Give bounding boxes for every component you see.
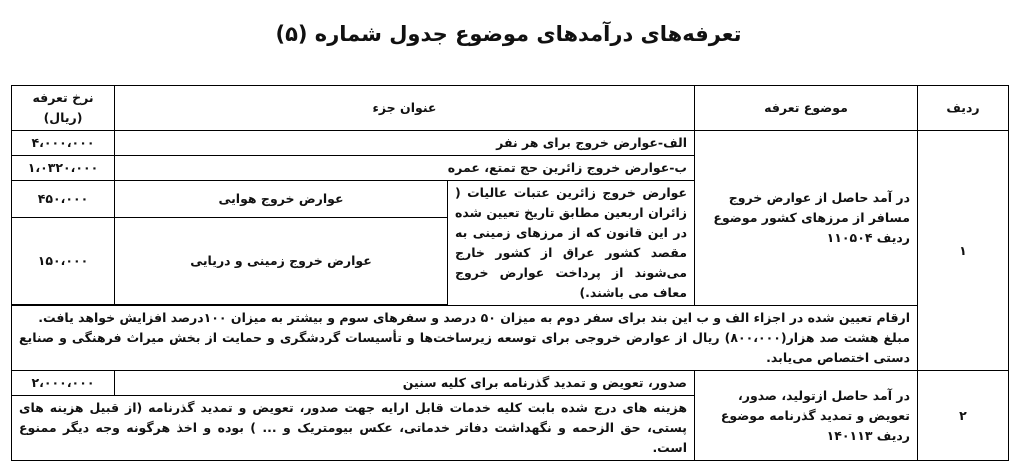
header-rate: نرخ تعرفه (ریال) xyxy=(12,86,115,131)
header-component: عنوان جزء xyxy=(115,86,695,131)
row2-subject: در آمد حاصل ازتولید، صدور، تعویض و تمدید گذرنامه موضوع ردیف ۱۴۰۱۱۳ xyxy=(695,371,918,461)
tariff-table xyxy=(11,85,1009,461)
row1-pilgrims-exemption: عوارض خروج زائرین عتبات عالیات ( زائران اربعین مطابق تاریخ تعیین شده در این قانون که از مرزهای زمینی به مقصد کشور عراق از کشور خارج می‌شوند از پرداخت عوارض خروج معاف می باشند.) xyxy=(448,181,695,306)
row1-note-1: ارقام تعیین شده در اجزاء الف و ب این بند برای سفر دوم به میزان ۵۰ درصد و سفرهای سوم و بیشتر به میزان ۱۰۰درصد افزایش خواهد یافت. xyxy=(38,310,910,325)
row1-land-rate: ۱۵۰،۰۰۰ xyxy=(12,218,115,305)
row1-air-label: عوارض خروج هوایی xyxy=(115,181,448,218)
header-subject: موضوع تعرفه xyxy=(695,86,918,131)
row1-item-a: الف-عوارض خروج برای هر نفر xyxy=(115,131,695,156)
row1-item-b: ب-عوارض خروج زائرین حج تمتع، عمره xyxy=(115,156,695,181)
table-row xyxy=(12,131,1009,156)
row1-item-b-rate: ۱،۰۳۲۰،۰۰۰ xyxy=(12,156,115,181)
row2-number: ۲ xyxy=(918,371,1009,461)
table-row xyxy=(12,371,1009,396)
row2-item: صدور، تعویض و تمدید گذرنامه برای کلیه سنین xyxy=(115,371,695,396)
page-title: تعرفه‌های درآمدهای موضوع جدول شماره (۵) xyxy=(275,22,742,46)
row2-note: هزینه های درج شده بابت کلیه خدمات قابل ارایه جهت صدور، تعویض و تمدید گذرنامه (از قبیل هزینه های پستی، حق الزحمه و نگهداشت دفاتر خدماتی، عکس بیومتریک و ... ) بوده و اخذ هرگونه وجه دیگر ممنوع است. xyxy=(12,396,695,461)
table-row xyxy=(12,306,1009,371)
row1-subject: در آمد حاصل از عوارض خروج مسافر از مرزهای کشور موضوع ردیف ۱۱۰۵۰۴ xyxy=(695,131,918,306)
row2-item-rate: ۲،۰۰۰،۰۰۰ xyxy=(12,371,115,396)
table-header-row xyxy=(12,86,1009,131)
row1-number: ۱ xyxy=(918,131,1009,371)
row1-notes xyxy=(12,306,918,371)
header-row-no: ردیف xyxy=(918,86,1009,131)
row1-air-rate: ۴۵۰،۰۰۰ xyxy=(12,181,115,218)
row1-item-a-rate: ۴،۰۰۰،۰۰۰ xyxy=(12,131,115,156)
row1-land-label: عوارض خروج زمینی و دریایی xyxy=(115,218,448,305)
row1-note-2: مبلغ هشت صد هزار(۸۰۰،۰۰۰) ریال از عوارض خروجی برای توسعه زیرساخت‌ها و تأسیسات گردشگری و حمایت از بخش میراث فرهنگی و صنایع دستی اختصاص می‌یابد. xyxy=(19,330,910,365)
